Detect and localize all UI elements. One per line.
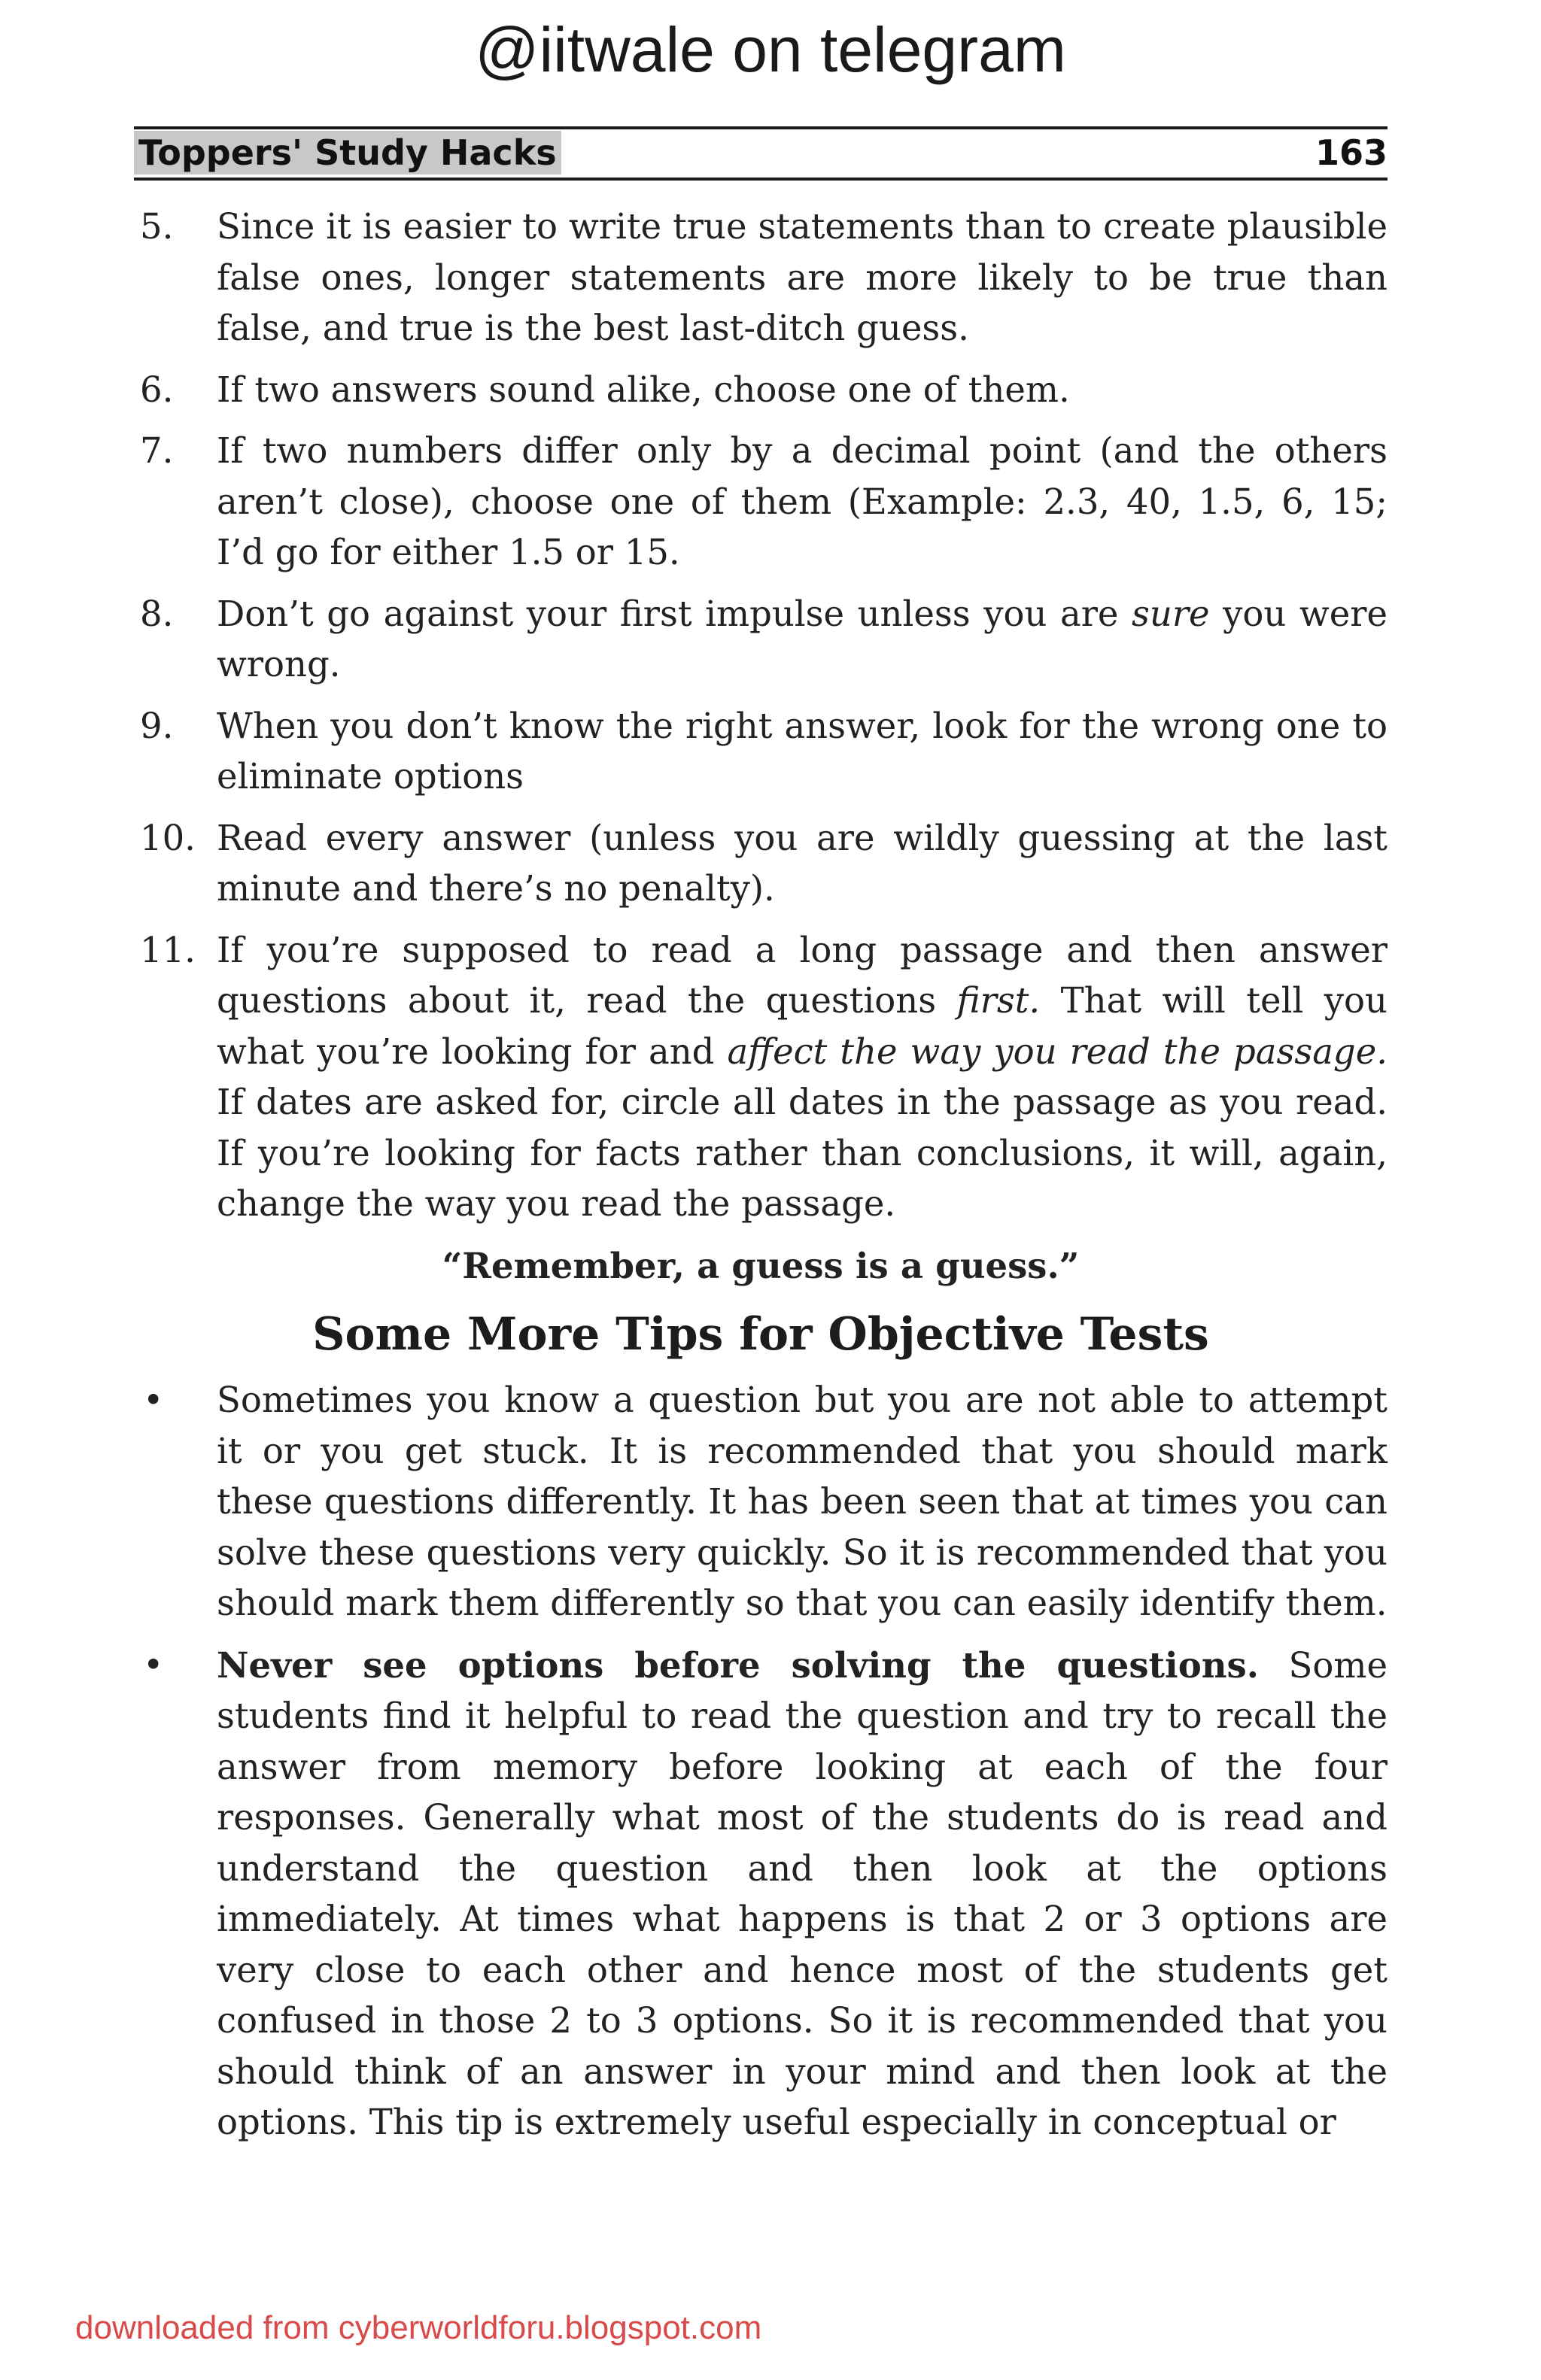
list-item <box>134 365 1388 416</box>
item-text: Read every answer (unless you are wildly guessing at the last minute and there’s no penalty). <box>217 817 1388 909</box>
list-item <box>134 426 1388 578</box>
item-text: Since it is easier to write true statements than to create plausible false ones, longer statements are more likely to be true than false, and true is the best last-ditch guess. <box>217 206 1388 348</box>
item-text-emphasis: first. <box>956 980 1041 1021</box>
item-text: When you don’t know the right answer, look for the wrong one to eliminate options <box>217 705 1388 797</box>
book-title: Toppers' Study Hacks <box>134 131 561 175</box>
list-item <box>134 202 1388 354</box>
quote: “Remember, a guess is a guess.” <box>442 1244 1080 1286</box>
item-number: 8. <box>140 593 174 634</box>
page-number: 163 <box>1315 132 1388 173</box>
page-header <box>134 126 1388 181</box>
bullet-icon: • <box>143 1644 164 1685</box>
item-number: 7. <box>140 430 174 471</box>
bullet-lead-text: Never see options before solving the questions. <box>217 1644 1259 1686</box>
item-text-emphasis: sure <box>1132 593 1210 634</box>
item-text: If two numbers differ only by a decimal point (and the others aren’t close), choose one of them (Example: 2.3, 40, 1.5, 6, 15; I’d go for either 1.5 or 15. <box>217 430 1388 572</box>
item-number: 10. <box>140 817 196 858</box>
bullet-text: Some students find it helpful to read the question and try to recall the answer from memory before looking at each of the four responses. Generally what most of the students do is read and understand the question and then look at the options immediately. At times what happens is that 2 or 3 options are very close to each other and hence most of the students get confused in those 2 to 3 options. So it is recommended that you should think of an answer in your mind and then look at the options. This tip is extremely useful especially in conceptual or <box>217 1644 1388 2142</box>
page-content <box>134 202 1388 2159</box>
bullet-icon: • <box>143 1380 164 1420</box>
item-text: If you’re supposed to read a long passage and then answer questions about it, read the questions <box>217 929 1388 1021</box>
item-number: 11. <box>140 929 196 970</box>
item-text-emphasis: affect the way you read the passage. <box>727 1031 1388 1072</box>
telegram-watermark: @iitwale on telegram <box>475 14 1066 85</box>
item-text: you were wrong. <box>217 593 1388 685</box>
item-number: 9. <box>140 705 174 746</box>
item-text: If two answers sound alike, choose one of them. <box>217 369 1070 410</box>
item-number: 5. <box>140 206 174 247</box>
item-text: If dates are asked for, circle all dates in the passage as you read. If you’re looking for facts rather than conclusions, it will, again, change the way you read the passage. <box>217 1082 1388 1224</box>
section-heading: Some More Tips for Objective Tests <box>312 1308 1209 1361</box>
list-item <box>134 701 1388 803</box>
bullet-text: Sometimes you know a question but you are not able to attempt it or you get stuck. It is recommended that you should mark these questions differently. It has been seen that at times you can solve these questions very quickly. So it is recommended that you should mark them differently so that you can easily identify them. <box>217 1380 1388 1623</box>
bullet-item <box>134 1640 1388 2148</box>
bullet-item <box>134 1375 1388 1629</box>
item-text: Don’t go against your first impulse unless you are <box>217 593 1132 634</box>
list-item <box>134 589 1388 691</box>
item-text: That will tell you what you’re looking for and <box>217 980 1388 1072</box>
list-item <box>134 813 1388 915</box>
list-item <box>134 925 1388 1230</box>
download-watermark: downloaded from cyberworldforu.blogspot.com <box>75 2309 762 2346</box>
item-number: 6. <box>140 369 174 410</box>
